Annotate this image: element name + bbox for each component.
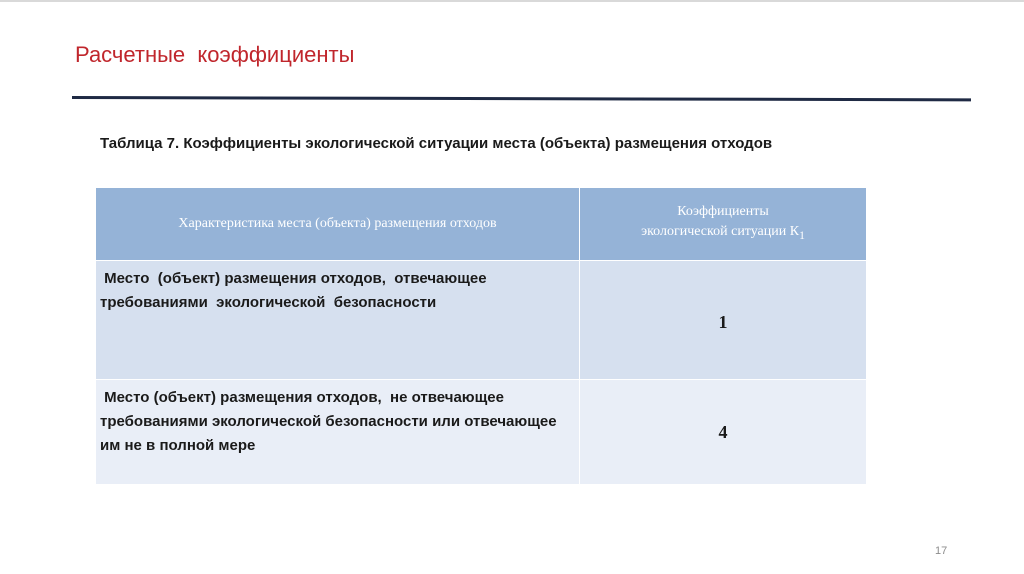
row-coefficient: 1 bbox=[580, 261, 867, 380]
row-coefficient: 4 bbox=[580, 380, 867, 485]
header-coefficient-line1: Коэффициенты bbox=[677, 204, 769, 220]
row-description: Место (объект) размещения отходов, не отвечающее требованиями экологической безопасности или отвечающее им не в полной мере bbox=[96, 380, 580, 485]
page-number: 17 bbox=[935, 545, 948, 557]
table-row bbox=[96, 261, 867, 380]
header-coefficient-line2: экологической ситуации К bbox=[641, 224, 800, 240]
table-caption: Таблица 7. Коэффициенты экологической ситуации места (объекта) размещения отходов bbox=[100, 135, 773, 152]
slide-top-border bbox=[0, 0, 1024, 2]
header-characteristic: Характеристика места (объекта) размещения отходов bbox=[96, 188, 580, 261]
header-coefficient-subscript: 1 bbox=[799, 228, 805, 242]
title-divider bbox=[72, 96, 971, 101]
table-row bbox=[96, 380, 867, 485]
table-header-row bbox=[96, 188, 867, 261]
header-coefficient bbox=[580, 188, 867, 261]
row-description: Место (объект) размещения отходов, отвечающее требованиями экологической безопасности bbox=[96, 261, 580, 380]
slide-title: Расчетные коэффициенты bbox=[75, 42, 355, 67]
coefficients-table bbox=[95, 187, 867, 485]
